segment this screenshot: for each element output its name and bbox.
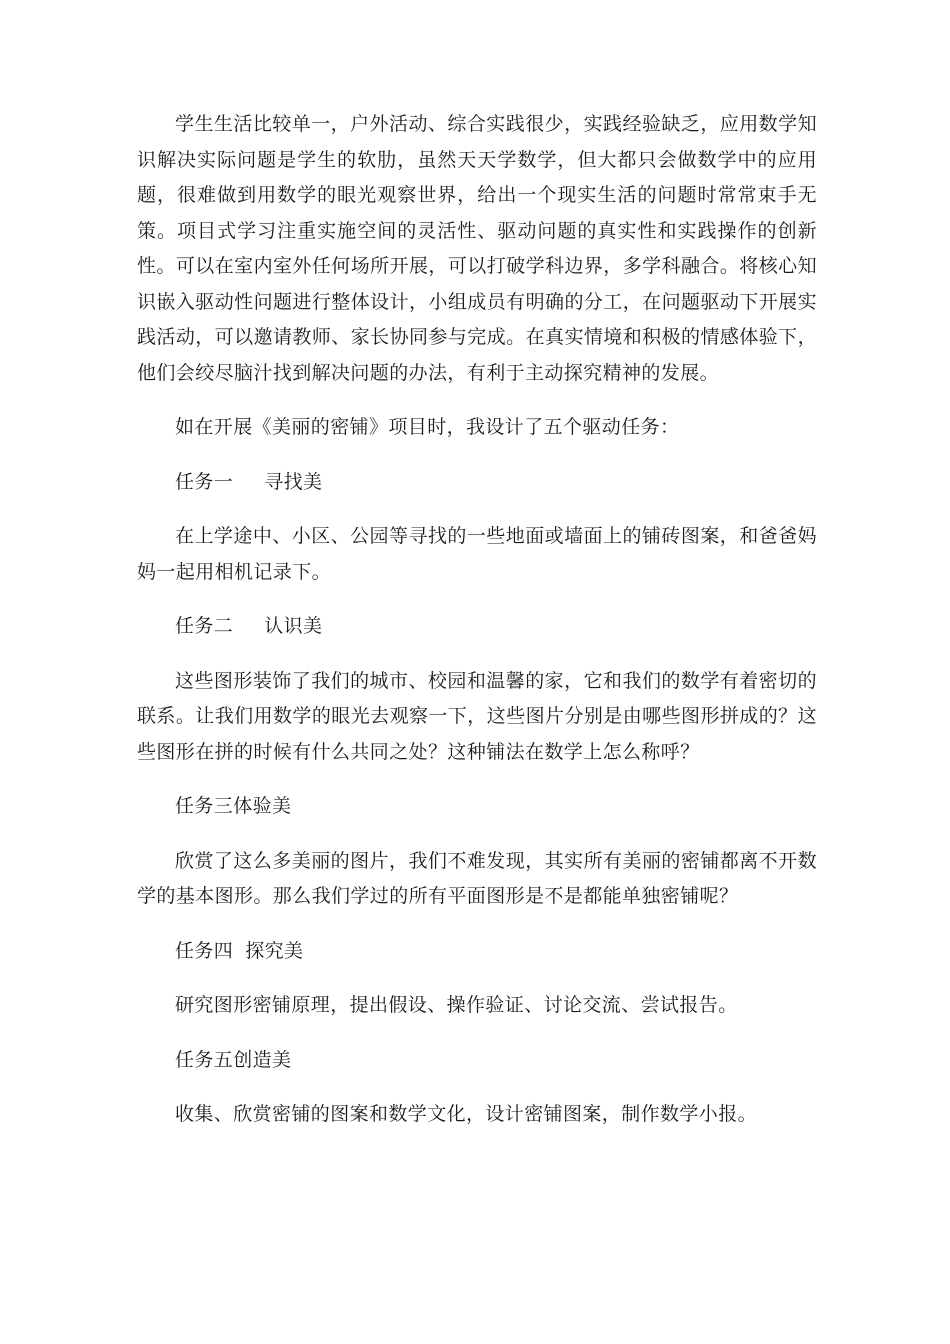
task-2-title: 认识美	[264, 615, 323, 637]
task-3-heading	[137, 789, 817, 825]
document-page	[137, 107, 817, 1152]
task-3-title: 体验美	[233, 795, 292, 817]
task-4-body: 研究图形密铺原理，提出假设、操作验证、讨论交流、尝试报告。	[175, 994, 738, 1016]
task-3-body: 欣赏了这么多美丽的图片，我们不难发现，其实所有美丽的密铺都离不开数学的基本图形。那么我们学过的所有平面图形是不是都能单独密铺呢？	[137, 849, 817, 907]
task-2-body: 这些图形装饰了我们的城市、校园和温馨的家，它和我们的数学有着密切的联系。让我们用数学的眼光去观察一下，这些图片分别是由哪些图形拼成的？这些图形在拼的时候有什么共同之处？这种铺法在数学上怎么称呼？	[137, 669, 817, 763]
task-2-heading	[137, 609, 817, 645]
task-5-body: 收集、欣赏密铺的图案和数学文化，设计密铺图案，制作数学小报。	[175, 1103, 758, 1125]
lead-paragraph: 如在开展《美丽的密铺》项目时，我设计了五个驱动任务：	[175, 416, 680, 438]
task-5-heading	[137, 1043, 817, 1079]
task-4-heading	[137, 934, 817, 970]
task-4-title: 探究美	[245, 939, 304, 962]
task-1-body: 在上学途中、小区、公园等寻找的一些地面或墙面上的铺砖图案，和爸爸妈妈一起用相机记录下。	[137, 525, 817, 583]
task-1-label: 任务一	[175, 470, 234, 493]
task-3-label: 任务三	[175, 795, 234, 817]
task-2-label: 任务二	[175, 615, 234, 637]
task-5-title: 创造美	[233, 1048, 292, 1071]
intro-paragraph: 学生生活比较单一，户外活动、综合实践很少，实践经验缺乏，应用数学知识解决实际问题是学生的软肋，虽然天天学数学，但大都只会做数学中的应用题，很难做到用数学的眼光观察世界，给出一个现实生活的问题时常常束手无策。项目式学习注重实施空间的灵活性、驱动问题的真实性和实践操作的创新性。可以在室内室外任何场所开展，可以打破学科边界，多学科融合。将核心知识嵌入驱动性问题进行整体设计，小组成员有明确的分工，在问题驱动下开展实践活动，可以邀请教师、家长协同参与完成。在真实情境和积极的情感体验下，他们会绞尽脑汁找到解决问题的办法，有利于主动探究精神的发展。	[137, 113, 817, 384]
task-4-label: 任务四	[175, 939, 234, 962]
task-1-heading	[137, 465, 817, 501]
task-5-label: 任务五	[175, 1048, 234, 1071]
task-1-title: 寻找美	[264, 470, 323, 493]
